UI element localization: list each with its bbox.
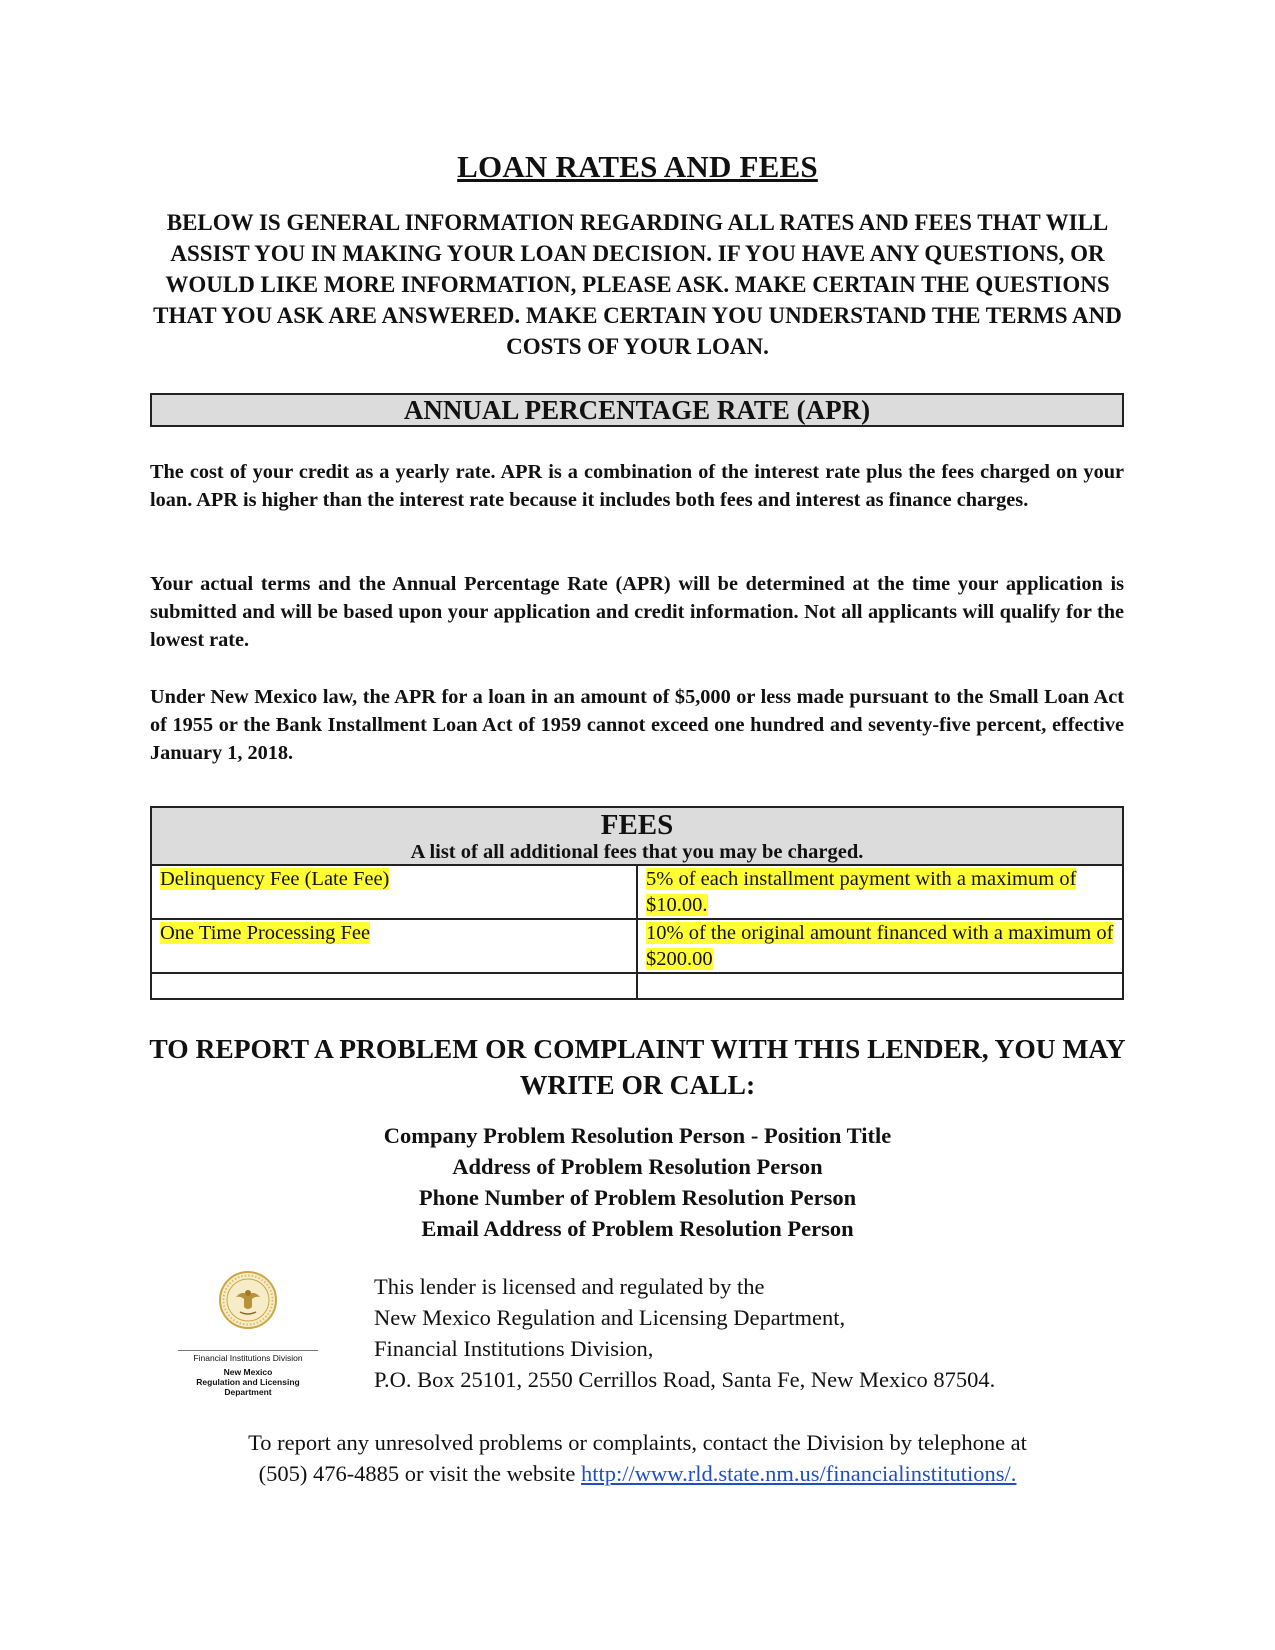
- fee-description-cell: [637, 919, 1123, 973]
- fees-table-header: [151, 807, 1123, 865]
- fees-title: FEES: [600, 809, 674, 841]
- empty-cell: [151, 973, 637, 999]
- footer-line-1: To report any unresolved problems or complaints, contact the Division by telephone at: [248, 1430, 1027, 1455]
- table-row: [151, 919, 1123, 973]
- license-line: New Mexico Regulation and Licensing Department,: [374, 1305, 846, 1330]
- table-row-empty: [151, 973, 1123, 999]
- table-row: [151, 865, 1123, 919]
- fee-name-cell: [151, 919, 637, 973]
- apr-paragraph-2: Your actual terms and the Annual Percentage Rate (APR) will be determined at the time your application is submitted and will be based upon your application and credit information. Not all applicants will qualify for the lowest rate.: [150, 573, 1124, 651]
- seal-department-line: New Mexico: [223, 1367, 273, 1377]
- contact-line: Company Problem Resolution Person - Position Title: [383, 1123, 892, 1148]
- license-line: This lender is licensed and regulated by the: [374, 1274, 765, 1299]
- license-line: Financial Institutions Division,: [374, 1336, 654, 1361]
- contact-line: Email Address of Problem Resolution Person: [421, 1216, 854, 1241]
- report-heading: TO REPORT A PROBLEM OR COMPLAINT WITH THIS LENDER, YOU MAY WRITE OR CALL:: [149, 1033, 1126, 1100]
- apr-paragraph-1: The cost of your credit as a yearly rate. APR is a combination of the interest rate plus the fees charged on your loan. APR is higher than the interest rate because it includes both fees and interest as finance charges.: [150, 461, 1124, 511]
- fee-name: One Time Processing Fee: [160, 922, 371, 944]
- seal-division-label: Financial Institutions Division: [178, 1350, 318, 1364]
- contact-line: Phone Number of Problem Resolution Person: [418, 1185, 857, 1210]
- seal-department-line: Regulation and Licensing: [196, 1377, 300, 1387]
- footer-line-2: [0, 1458, 1275, 1489]
- page-title: LOAN RATES AND FEES: [457, 149, 818, 184]
- fee-description: 5% of each installment payment with a maximum of $10.00.: [646, 868, 1077, 916]
- fee-description: 10% of the original amount financed with a maximum of $200.00: [646, 922, 1114, 970]
- regulator-logo: [178, 1270, 318, 1397]
- contact-line: Address of Problem Resolution Person: [452, 1154, 823, 1179]
- seal-department-label: [178, 1367, 318, 1397]
- empty-cell: [637, 973, 1123, 999]
- contact-block: [0, 1120, 1275, 1244]
- footer-notice: [0, 1427, 1275, 1489]
- fees-table: [150, 806, 1124, 1000]
- license-line: P.O. Box 25101, 2550 Cerrillos Road, Santa Fe, New Mexico 87504.: [374, 1367, 996, 1392]
- seal-department-line: Department: [224, 1387, 272, 1397]
- state-seal-icon: [218, 1270, 278, 1330]
- apr-paragraph-3: Under New Mexico law, the APR for a loan in an amount of $5,000 or less made pursuant to the Small Loan Act of 1955 or the Bank Installment Loan Act of 1959 cannot exceed one hundred and seventy-five percent, effective January 1, 2018.: [150, 686, 1124, 764]
- license-statement: [374, 1271, 1134, 1395]
- fee-description-cell: [637, 865, 1123, 919]
- division-website-link[interactable]: http://www.rld.state.nm.us/financialinstitutions/.: [581, 1461, 1017, 1486]
- intro-paragraph: BELOW IS GENERAL INFORMATION REGARDING ALL RATES AND FEES THAT WILL ASSIST YOU IN MAKING YOUR LOAN DECISION. IF YOU HAVE ANY QUESTIONS, OR WOULD LIKE MORE INFORMATION, PLEASE ASK. MAKE CERTAIN THE QUESTIONS THAT YOU ASK ARE ANSWERED. MAKE CERTAIN YOU UNDERSTAND THE TERMS AND COSTS OF YOUR LOAN.: [153, 210, 1122, 359]
- footer-phone-text: (505) 476-4885 or visit the website: [258, 1461, 582, 1486]
- fee-name: Delinquency Fee (Late Fee): [160, 868, 390, 890]
- fees-subtitle: A list of all additional fees that you may be charged.: [410, 841, 864, 863]
- fee-name-cell: [151, 865, 637, 919]
- apr-section-heading: ANNUAL PERCENTAGE RATE (APR): [150, 393, 1124, 427]
